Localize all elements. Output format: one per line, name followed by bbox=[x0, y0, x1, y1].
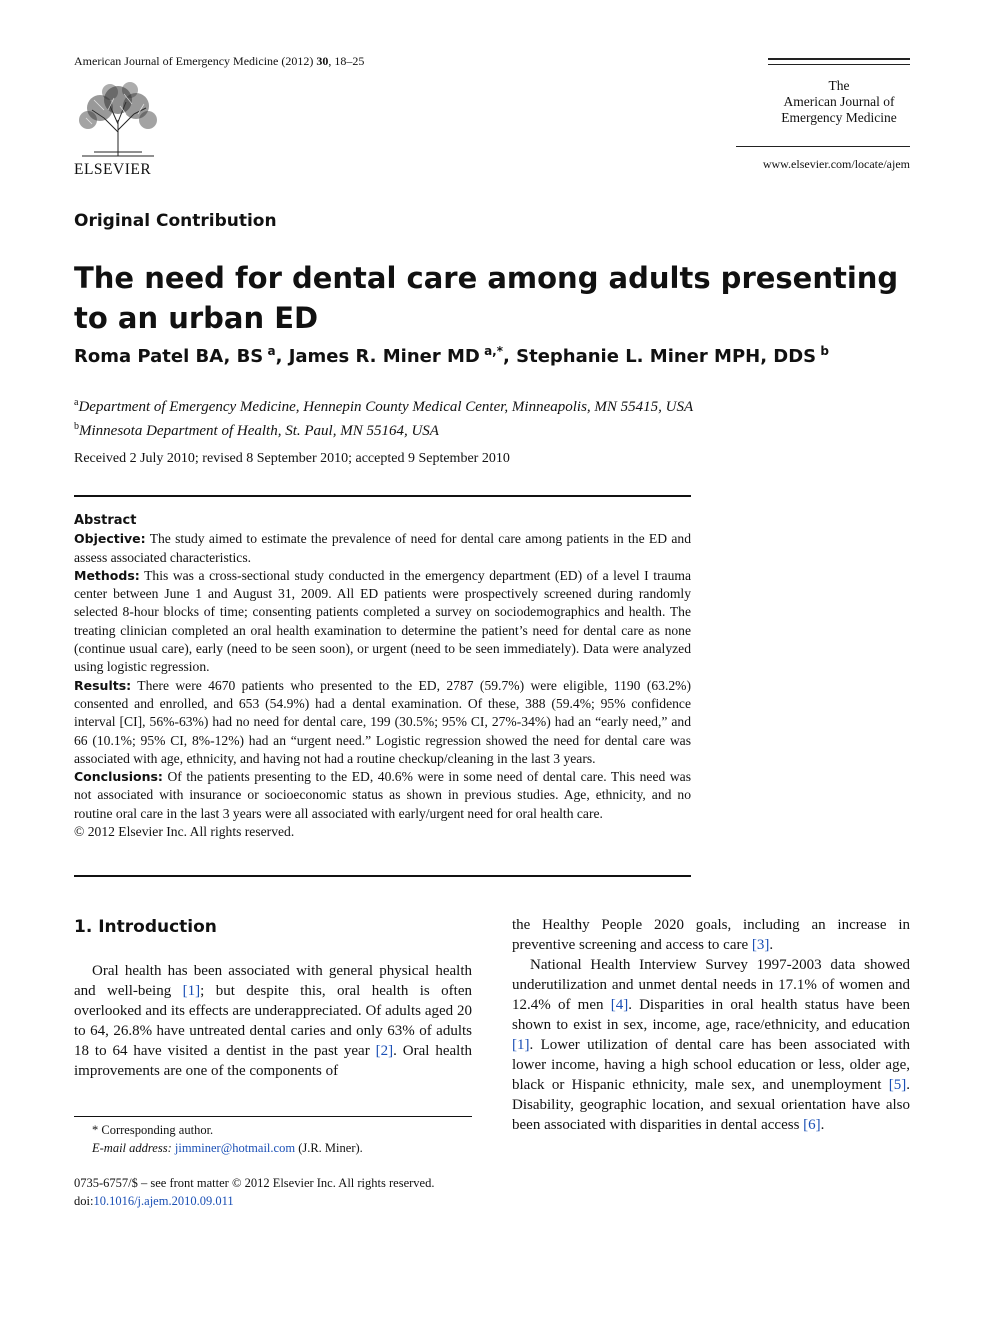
footnotes bbox=[92, 1121, 472, 1157]
publisher-name: ELSEVIER bbox=[74, 161, 152, 178]
author-name: James R. Miner MD bbox=[288, 346, 480, 367]
masthead-line: The bbox=[828, 78, 850, 93]
elsevier-logo bbox=[74, 80, 166, 179]
intro-column-left bbox=[74, 961, 472, 1081]
masthead-line: American Journal of bbox=[783, 94, 895, 109]
author-name: Stephanie L. Miner MPH, DDS bbox=[516, 346, 817, 367]
reference-link[interactable]: [1] bbox=[182, 983, 201, 999]
email-link[interactable]: jimminer@hotmail.com bbox=[174, 1141, 296, 1155]
elsevier-tree-icon bbox=[74, 80, 162, 158]
abstract-copyright: © 2012 Elsevier Inc. All rights reserved. bbox=[74, 824, 295, 840]
reference-link[interactable]: [3] bbox=[751, 937, 770, 953]
section-label: Original Contribution bbox=[74, 211, 277, 231]
affiliation-a: $^a$Department of Emergency Medicine, Hennepin County Medical Center, Minneapolis, MN 55415, USA bbox=[74, 397, 694, 415]
abstract-conclusions: Conclusions: Of the patients presenting to the ED, 40.6% were in some need of dental care. This need was not associated with insurance or socioeconomic status as shown in previous studies. Age, ethnicity, and no routine oral care in the last 3 years were all associated with early/urgent need for oral health care. bbox=[74, 769, 691, 821]
author-name: Roma Patel BA, BS bbox=[74, 346, 264, 367]
abstract-results: Results: There were 4670 patients who presented to the ED, 2787 (59.7%) were eligible, 1190 (63.2%) consented and enrolled, and 653 (54.9%) had a dental examination. Of these, 388 (59.4%; 95% confidence interval [CI], 56%-63%) had no need for dental care, 199 (30.5%; 95% CI, 27%-34%) had an “early need,” and 66 (10.1%; 95% CI, 8%-12%) had an “urgent need.” Logistic regression showed the need for dental care was associated with age, ethnicity, and having not had a routine checkup/cleaning in the last 3 years. bbox=[74, 677, 691, 766]
intro-column-right bbox=[512, 915, 910, 1135]
author-sup: a,* bbox=[484, 344, 504, 358]
footnote-rule bbox=[74, 1116, 472, 1117]
reference-link[interactable]: [2] bbox=[375, 1043, 394, 1059]
masthead-rule bbox=[768, 64, 910, 65]
article-title: The need for dental care among adults presenting to an urban ED bbox=[74, 261, 899, 335]
reference-link[interactable]: [4] bbox=[610, 997, 629, 1013]
received-dates: Received 2 July 2010; revised 8 September 2010; accepted 9 September 2010 bbox=[74, 451, 510, 466]
journal-masthead bbox=[768, 78, 910, 126]
doi-line: doi:10.1016/j.ajem.2010.09.011 bbox=[74, 1194, 234, 1208]
journal-url[interactable]: www.elsevier.com/locate/ajem bbox=[762, 157, 910, 171]
intro-paragraph: the Healthy People 2020 goals, including an increase in preventive screening and access to care [3]. bbox=[512, 917, 910, 953]
article-meta bbox=[74, 1174, 472, 1210]
abstract-methods: Methods: This was a cross-sectional study conducted in the emergency department (ED) of a level I trauma center between June 1 and August 31, 2009. All ED patients were prospectively screened during randomly selected 8-hour blocks of time; consenting patients completed a survey on sociodemographics and health. The treating clinician completed an oral health examination to determine the patient’s need for dental care as none (continue usual care), early (need to be seen soon), or urgent (need to be seen immediately). Data were analyzed using logistic regression. bbox=[74, 567, 691, 675]
abstract bbox=[74, 512, 691, 841]
reference-link[interactable]: [5] bbox=[888, 1077, 907, 1093]
author-sup: b bbox=[820, 344, 829, 358]
abstract-rule-bottom bbox=[74, 875, 691, 877]
affiliations bbox=[74, 393, 914, 441]
masthead-rule bbox=[736, 146, 910, 147]
journal-citation: American Journal of Emergency Medicine (2012) 30, 18–25 bbox=[74, 54, 365, 68]
reference-link[interactable]: [6] bbox=[803, 1117, 821, 1133]
abstract-rule-top bbox=[74, 495, 691, 497]
intro-paragraph: Oral health has been associated with general physical health and well-being [1]; but despite this, oral health is often overlooked and its effects are underappreciated. Of adults aged 20 to 64, 26.8% have untreated dental caries and only 63% of adults 18 to 64 have visited a dentist in the past year [2]. Oral health improvements are one of the components of bbox=[74, 963, 472, 1079]
intro-heading: 1. Introduction bbox=[74, 917, 217, 937]
corresponding-author-note: * Corresponding author. bbox=[92, 1123, 214, 1137]
intro-paragraph: National Health Interview Survey 1997-2003 data showed underutilization and unmet dental needs in 17.1% of women and 12.4% of men [4]. Disparities in oral health status have been shown to exist in sex, income, age, race/ethnicity, and education [1]. Lower utilization of dental care has been associated with lower income, having a high school education or less, older age, black or Hispanic ethnicity, male sex, and unemployment [5]. Disability, geographic location, and sexual orientation have also been associated with disparities in dental access [6]. bbox=[512, 957, 910, 1133]
author-list: Roma Patel BA, BS $^a$, James R. Miner MD $^{a,*}$, Stephanie L. Miner MPH, DDS $^b$ bbox=[74, 344, 829, 367]
abstract-objective: Objective: The study aimed to estimate the prevalence of need for dental care among patients in the ED and assess associated characteristics. bbox=[74, 531, 691, 565]
abstract-heading: Abstract bbox=[74, 513, 137, 528]
issn-line: 0735-6757/$ – see front matter © 2012 Elsevier Inc. All rights reserved. bbox=[74, 1176, 435, 1190]
doi-link[interactable]: 10.1016/j.ajem.2010.09.011 bbox=[93, 1194, 234, 1208]
masthead-line: Emergency Medicine bbox=[781, 110, 897, 125]
affiliation-b: $^b$Minnesota Department of Health, St. Paul, MN 55164, USA bbox=[74, 421, 439, 439]
email-note: E-mail address: jimminer@hotmail.com (J.R. Miner). bbox=[92, 1141, 363, 1155]
reference-link[interactable]: [1] bbox=[512, 1037, 530, 1053]
author-sup: a bbox=[267, 344, 276, 358]
masthead-rule bbox=[768, 58, 910, 60]
